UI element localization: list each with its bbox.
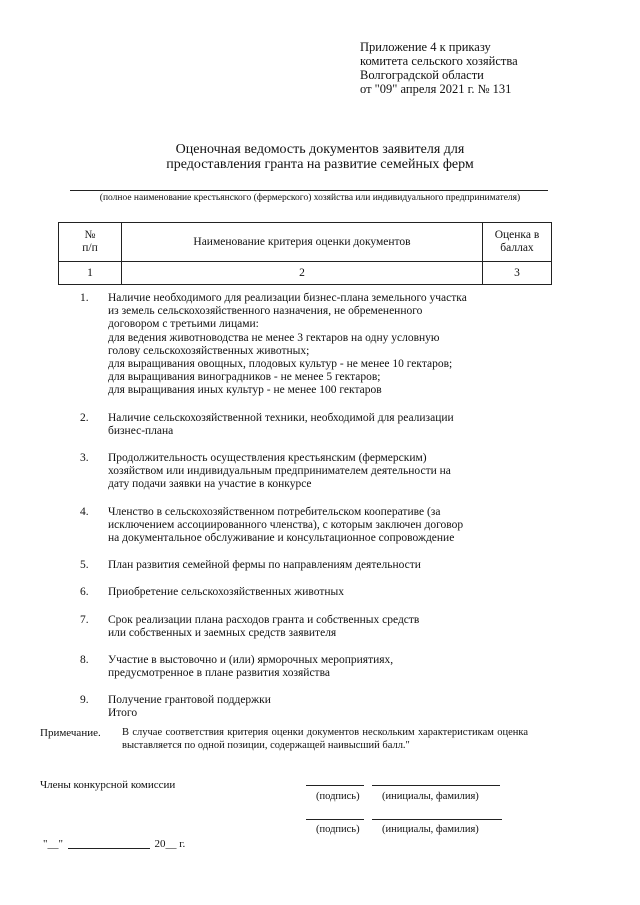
header-score: Оценка в баллах: [483, 223, 552, 262]
header-number: № п/п: [59, 223, 122, 262]
date-month-blank: [68, 848, 150, 849]
criterion-line: голову сельскохозяйственных животных;: [108, 344, 310, 357]
criterion-line: из земель сельскохозяйственного назначения, не обремененного: [108, 305, 423, 318]
criteria-header-table: [58, 222, 552, 285]
criterion-line: исключением ассоциированного членства), с которым заключен договор: [108, 518, 464, 531]
column-number: 2: [122, 262, 483, 285]
commission-members-label: Члены конкурсной комиссии: [40, 779, 176, 791]
criterion-line: предусмотренное в плане развития хозяйства: [108, 667, 330, 680]
signature-caption: (подпись): [316, 824, 360, 835]
column-number: 1: [59, 262, 122, 285]
appendix-line: Приложение 4 к приказу: [360, 40, 491, 54]
note-label: Примечание.: [40, 727, 101, 739]
title-line-2: предоставления гранта на развитие семейных ферм: [166, 157, 474, 172]
criterion-number: 8.: [80, 654, 89, 667]
criterion-item: [80, 292, 510, 398]
criterion-line: или собственных и заемных средств заявителя: [108, 626, 337, 639]
criterion-text: [108, 559, 510, 572]
criterion-number: 7.: [80, 613, 89, 626]
criterion-number: 3.: [80, 452, 89, 465]
signature-caption: (подпись): [316, 791, 360, 802]
criterion-line: для ведения животноводства не менее 3 гектаров на одну условную: [108, 331, 440, 344]
total-label: Итого: [108, 707, 138, 719]
criterion-line: Наличие необходимого для реализации бизнес-плана земельного участка: [108, 292, 467, 304]
criterion-line: Участие в выстовочно и (или) ярморочных мероприятиях,: [108, 654, 394, 667]
criterion-number: 6.: [80, 586, 89, 599]
criterion-item: [80, 654, 510, 680]
document-title: [100, 142, 540, 172]
date-year: 20__ г.: [154, 838, 186, 850]
criterion-number: 5.: [80, 559, 89, 572]
title-line-1: Оценочная ведомость документов заявителя для: [175, 142, 465, 157]
criterion-line: Срок реализации плана расходов гранта и собственных средств: [108, 613, 420, 626]
criterion-item: [80, 559, 510, 572]
appendix-line: комитета сельского хозяйства: [360, 54, 518, 68]
criterion-line: Членство в сельскохозяйственном потребительском кооперативе (за: [108, 505, 441, 518]
criterion-text: [108, 654, 510, 680]
criterion-line: для выращивания виноградников - не менее 5 гектаров;: [108, 371, 381, 384]
date-line: [43, 838, 185, 850]
applicant-name-line: [70, 190, 548, 191]
criteria-list: [80, 292, 510, 722]
criterion-item: [80, 614, 510, 640]
appendix-header: [360, 40, 518, 96]
column-number: 3: [483, 262, 552, 285]
appendix-line: Волгоградской области: [360, 68, 484, 82]
criterion-item: [80, 452, 510, 492]
applicant-name-caption: (полное наименование крестьянского (фермерского) хозяйства или индивидуального предпринимателя): [99, 193, 521, 203]
criterion-line: Получение грантовой поддержки: [108, 694, 271, 707]
criterion-line: Продолжительность осуществления крестьянским (фермерским): [108, 452, 427, 465]
criterion-line: для выращивания овощных, плодовых культур - не менее 10 гектаров;: [108, 358, 453, 371]
criterion-number: 4.: [80, 505, 89, 518]
criterion-line: Приобретение сельскохозяйственных животных: [108, 586, 344, 599]
criterion-number: 2.: [80, 411, 89, 424]
criterion-text: [108, 586, 510, 599]
criterion-text: [108, 412, 510, 438]
signature-line: [306, 819, 364, 820]
appendix-line: от "09" апреля 2021 г. № 131: [360, 82, 512, 96]
name-line: [372, 785, 500, 786]
name-caption: (инициалы, фамилия): [382, 791, 479, 802]
criterion-text: [108, 614, 510, 640]
criterion-line: План развития семейной фермы по направлениям деятельности: [108, 559, 421, 572]
criterion-item: [80, 694, 510, 707]
criterion-number: 1.: [80, 292, 89, 304]
criterion-number: 9.: [80, 694, 89, 707]
criterion-line: бизнес-плана: [108, 424, 174, 437]
criterion-text: [108, 292, 510, 398]
date-day: "__": [43, 838, 63, 850]
criterion-line: дату подачи заявки на участие в конкурсе: [108, 478, 312, 491]
note-text: В случае соответствия критерия оценки документов нескольким характеристикам оценка выставляется по одной позиции, содержащей наивысший балл.": [122, 727, 528, 751]
name-caption: (инициалы, фамилия): [382, 824, 479, 835]
header-criteria: Наименование критерия оценки документов: [122, 223, 483, 262]
name-line: [372, 819, 502, 820]
criterion-item: [80, 506, 510, 546]
criterion-line: хозяйством или индивидуальным предпринимателем деятельности на: [108, 465, 451, 478]
criterion-line: Наличие сельскохозяйственной техники, необходимой для реализации: [108, 411, 454, 424]
criterion-line: на документальное обслуживание и консультационное сопровождение: [108, 532, 455, 545]
signature-line: [306, 785, 364, 786]
criterion-line: договором с третьими лицами:: [108, 318, 259, 331]
criterion-item: [80, 412, 510, 438]
criterion-text: [108, 506, 510, 546]
criterion-item: [80, 586, 510, 599]
criterion-line: для выращивания иных культур - не менее 100 гектаров: [108, 384, 382, 397]
criterion-text: [108, 452, 510, 492]
criterion-text: [108, 694, 510, 707]
